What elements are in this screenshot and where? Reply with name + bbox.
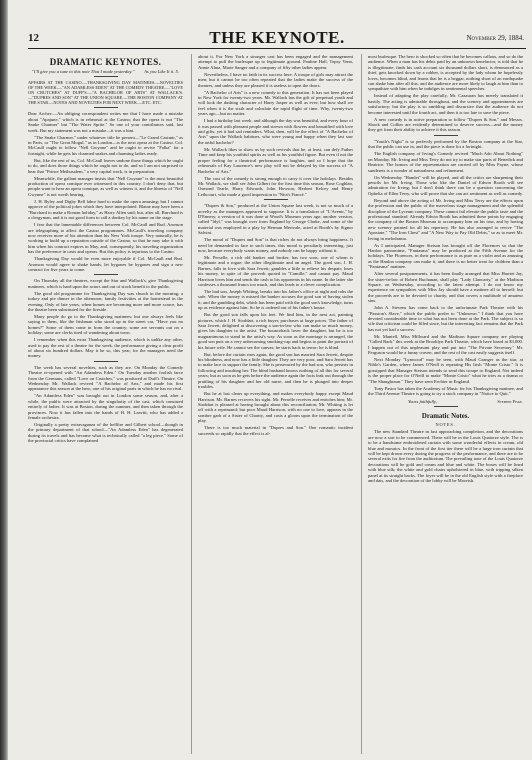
paragraph: I fear that the lamentable differences between Col. McCaull and Rud. Aronson are telegraphing to affect the Casino programmes. McCaull's traveling company now receives more of his attention than his New York troupe. Very naturally, he is working to build up a reputation outside of the Casino, so that he may take it with him when his contract expires in May, and, consequently, his traveling organization has the preference in casts and operas. But this policy is injurious to the Casino. xyxy=(28,222,183,255)
paragraph: As I anticipated, Manager Stetson has brought off the Florences so that the Hanlon pantomime, "Fantasma" may be produced at the Fifth Avenue for the holidays. The Florences, in their performance is as pure as a violet and as amusing as the Hanlon company can make it, and there is no better treat for children than a "Fantasma" matinee. xyxy=(368,242,523,270)
paragraph: "Dupres & Son," produced at the Union Square last week, is not so much of a novelty as the managers appeared to suppose. It is a translation of "L'Avenir," by D'Ennery, a version of it was done at Wood's Museum years ago; another version, called "Idyl," was brought over from England by George Clarke, and some of the material was employed in a play by Herman Merivale, acted at Booth's by Signor Salvini. xyxy=(198,203,353,236)
epigraph-quote: "I'll give you a tune to this note That I made yesterday." xyxy=(32,69,135,74)
column-rule xyxy=(191,54,192,754)
paragraph: The moral of "Dupres and Son" is that riches do not always bring happiness. It need be demanded in face to such times, this moral is peculiarly interesting, just now, because everybody wants money, and nobody can be happy without it. xyxy=(198,237,353,253)
article-epigraph xyxy=(32,69,179,74)
paragraph: The week has several novelties, such as they are. On Monday the Comedy Theatre re-opened with "An Adamless Eden." On Tuesday another foolish farce from the Germans, called "Love on Crutches," was produced at Duff's Theatre. On Wednesday Mr. Wallack revived "A Bachelor of Arts," and made his first appearance this season at the hero, one of his original parts in which he has no rival. xyxy=(28,364,183,392)
paragraph: "Youth's Night" is so perfectly performed by the Boston company at the Star, that the public can use in, and the piece is done for a fortnight. xyxy=(368,138,523,150)
page-header xyxy=(28,30,526,49)
letter-signoff xyxy=(368,399,523,404)
page-binding-edge xyxy=(0,0,8,760)
paragraph: Dear Archer:—An obliging correspondent writes me that I have made a mistake about "Apajune," which is in rehearsal at the Casino; that the opera is not "The Snake Charmer" but "The Water Sprite." So one of your contributors said, last week. But my statement was not a mistake—it was a hint. xyxy=(28,111,183,133)
paragraph: Next Monday "Lynwood" may be seen, with Maud Granger as the star, at Niblo's Garden, where James O'Neill is repeating His Irish "Monte Cristo." It is gossipped that Manager Stetson intends to send this troupe to England. Not indeed is the proper place for O'Neill to make "Monte Cristo" what he tries as a drama or "The Shaughraun." They have seen Fechter in England. xyxy=(368,357,523,384)
article-title: DRAMATIC KEYNOTES. xyxy=(49,57,162,67)
column-1 xyxy=(28,54,183,754)
paragraph: "The Snake Charmer," under whatever title be present—"Le Grand Casimir," as in Paris, or "The Great Mogul," as in London—is the next opera at the Casino. Col. McCaull ought to follow "Nell Gwynne" and be ought to revive "Falka" for a fortnight, while he gets his charmed snakes and charming ladies ready. xyxy=(28,134,183,156)
column-rule xyxy=(361,54,362,754)
paragraph: The good old programme for Thanksgiving Day was church in the morning; a turkey and pie dinner in the afternoon; family festivities at the homestead in the evening. Only of late years, when homes are becoming more and more scarce, has the theatre been substituted for the fireside. xyxy=(28,290,183,312)
closing: Yours faithfully, xyxy=(408,398,437,404)
divider xyxy=(264,199,288,200)
paragraph: Mr. Wallack likes to show us by such revivals that he, at least, can defy Father Time and keep his youthful spirits as well as his youthful figure. But even if not the proper feeling for a theatrical performance is laughter, and so I hope that the rehearsals of Kay Laurence's new play will not be delayed by the success of "A Bachelor of Arts." xyxy=(198,146,353,174)
divider xyxy=(94,76,118,77)
divider xyxy=(94,361,118,362)
article-summary: AFFAIRS AT THE CASINO.—THANKSGIVING DAY MATINEES.—NOVELTIES OF THE WEEK.—"AN ADAMLESS EDEN" AT THE COMEDY THEATRE.—"LOVE ON CRUTCHES" AT DUFF'S.—"A BACHELOR OF ARTS" AT WALLACK'S.—"DUPRES AND SON" AT THE UNION SQUARE.—THE BOSTON COMPANY AT THE STAR.—NOTES AND NOVELTIES FOR NEXT WEEK.—ETC. ETC. xyxy=(28,80,183,106)
paragraph: I remember when this extra Thanksgiving audience, which is unlike any other, used to pay the rest of a theatre for the week, the performance giving a clear profit of about six hundred dollars. May it be so, this year, for the managers need the money. xyxy=(28,337,183,359)
paragraph: There is too much material in "Dupres and Son." One romantic incident succeeds so rapidly that the effect is al- xyxy=(198,425,353,436)
paragraph: But, before the curtain rises again, the good son has married Sara Jewett, despite his blindness, and now has a little daughter. They are very poor, and Sara Jewett has to make lace to support the family. She is persecuted by the bad son, who persists in following and insulting her. The blind husband knows nothing of all this for several years; but as soon as he gets before the audience again the facts leak out through the prattling of his daughter and her old nurse, and then he is plunged into deeper troubles. xyxy=(198,351,353,390)
page-number: 12 xyxy=(28,32,39,44)
divider xyxy=(94,274,118,275)
paragraph: After several postponements, it has been finally arranged that Miss Harriet Jay, the sister-in-law of Robert Buchanan, shall play "Lady Clancarty," at the Madison Square, on Wednesday, according to the latest attempt. I do not know my experience on sympathies with Miss Jay should have a matinee all to herself; but the proceeds are to be devoted to charity, and that covers a multitude of amateur sins. xyxy=(368,271,523,304)
column-2 xyxy=(198,54,353,754)
paragraph: Tony Pastor has taken the Academy of Music for his Thanksgiving matinee, and the Third Avenue Theatre is going to try a stock company in "Notice to Quit." xyxy=(368,385,523,397)
paragraph: Nevertheless, I have no faith in its success here. A troupe of girls may attract the men; but it cannot be too often repeated that the ladies make the success of the theatres, and unless they are pleased it is useless to open the doors. xyxy=(198,71,353,88)
paragraph: about it. For New York a stronger cast has been engaged and the management attempt to pull the burlesque up to legitimate ground. Pauline Hall, Topsy Venn, Annie Alma, Marie Sanger and a company of fifty other ladies appear. xyxy=(198,54,353,70)
masthead: THE KEYNOTE. xyxy=(209,28,345,47)
paragraph: The English company of Irving's Comedy revived "Much Ado About Nothing" on Monday, Mr. Irving and Miss Terry do not try to make star parts of Benedick and Beatrice. The honors of the representation are carried off by Miss Payne, whose sunderets is a wonder of naturalness and refinement. xyxy=(368,151,523,173)
paragraph: But, like the rest of us, Col. McCaull leaves undone those things which he ought to do, and does those things which he ought not to do, and so I am not surprised to hear that "Prince Methusalem," a very capital work, is in preparation. xyxy=(28,157,183,174)
paragraph: John A. Stevens has come back to the unfortunate Park Theatre with his "Passion's Slave," which the public prefer to "Unknown." I think that you have devoted considerable time to what has not been done at the Park. The subject is so vile that criticism could be filled since, but the interesting fact remains that the Park has not yet had a success. xyxy=(368,305,523,332)
paragraph: The new Standard Theatre in fast approaching completion, and the decorations are now a sort to be commenced. These will be in the Louis Quatorze style. The is to be a handsome embroidered curtain with some wonderful effects in cream, old blue and mosaics. In the front of the first tier there will be a large iron curtain that will be kept drawn every during the progress of the performance, and there are to be several exits for fire from the auditorium. The prevailing tone of the Louis Quatorze decorations will be gold and cream and blue and white. The boxes will be lined with blue silk; the white and gold chairs upholstered in blue, with tripping silken panel at its straight backs. The foyer will be in the old English style with a fireplace and dais, and the decoration of the lobby will be Moorish. xyxy=(368,429,523,483)
paragraph: A new comedy is in active preparation to follow "Dupres & Son," and Messrs. Shook and Collier are evidently determined to deserve success—and the money they get from their ability to achieve it this season. xyxy=(368,116,523,133)
section-title: Dramatic Notes. xyxy=(421,412,470,420)
paragraph: On Wednesday "Hamlet" will be played, and all the critics are sharpening their pencils for Mr. Irving. Those who like the Daniel of Edwin Booth will see admiration for Irving, but I don't think there can be a question concerning the Ophelia of Ellen Terry, who will prove that she can act sentiment as well as comedy. xyxy=(368,174,523,196)
divider xyxy=(94,107,118,108)
paragraph: Thanksgiving Day would be even more enjoyable if Col. McCaull and Rud. Aronson would agree to shake hands, let bygones be bygones and sign a new contract for five years to come. xyxy=(28,256,183,272)
paragraph: I had a birthday last week, and although the day was beautiful, and every hour of it was passed with pleasant people and strewn with flowers and beautified with love and gifts; yet it had sad reminders. What, then, will be the effect of "A Bachelor of Arts" upon the Wallack habitues, who were young and happy when they last saw the artful bachelor? xyxy=(198,118,353,145)
paragraph: J. H. Ryley and Digby Bell labor hard to make the opera amusing; but I cannot approve of the political jokes which they have interpolated. Blaine may have been a "Burchard to make a Roman holiday," as Harry Allen said; but, after all, Burchard is a clergyman, and it is not good form to call a donkey by his name on the stage. xyxy=(28,198,183,221)
paragraph: "An Adamless Eden" was brought out in London some season, and, after a while, the public were attracted by the singularity of the cast, which consisted entirely of ladies. It was at Boston, during the summer, and then taken through the provinces. Now it has fallen into the hands of H. H. Leavitt, who has added a female orchestra. xyxy=(28,393,183,421)
issue-date: November 29, 1884. xyxy=(466,34,524,42)
paragraph: "A Bachelor of Arts" is a new comedy to this generation. It has not been played in New York for twenty-two years. Mr. Wallack has the gift of perpetual youth and will look the dashing character of Harry Jasper as well as ever; but how shall we feel when it is the sixth and calculate the rapid flight of time. Why, twenty-two years ago—but no matter. xyxy=(198,89,353,117)
section-label: NOTES. xyxy=(435,421,456,427)
paragraph: Originally a pretty extravaganza of the hellfire and Gilbert school—though in the primary department of that school—"An Adamless Eden" has degenerated during its travels and has become what is technically called "a leg piece." Some of the provincial critics have complained xyxy=(28,422,183,444)
divider xyxy=(434,406,458,407)
paragraph: The cast of the comedy is strong enough to carry it over the holidays. Besides Mr. Wallack, we shall see John Gilbert for the first time this season, Rose Coghlan, Osmond Tearle, Harry Edwards, John Howson, Herbert Kelcey and Henry Lethcourt, who made a good impression in "Nita's Fiancé." xyxy=(198,175,353,197)
paragraph: Mr. Perselle, a rich old banker and broker, has two sons, one of whom is legitimate and a rogue; the other illegitimate and an angel. The good son, J. H. Barnes, falls in love with Sara Jewett; gambles a little to relieve his despair; loses his money, in spite of the proverb quoted in "Camille," and cannot pay. Maud Harrison loves him and sends the cash to his opponents in his name. In the latter she confesses a thousand francs too much, and this leads to a clever complication. xyxy=(198,254,353,287)
paragraph: The bad son, Joseph Whiting, breaks into his father's office at night and robs the safe. When the money is missed the banker accuses the good son of having stolen it; and the gambling debt, which has been paid with the good son's knowledge, turns up as evidence against him. So he is ordered out of his father's house. xyxy=(198,289,353,311)
paragraph: Beyond and above the acting of Mr. Irving and Miss Terry are the effects upon the profession and the public of the marvelous stage management and the splendid discipline of the Lyceum company. These cannot fail elevate the public taste and the professional standard. Already Edwin Booth has admitted these points by engaging the company of the Boston Museum to accompany him on his tour, and by having new scenery painted for all his repertory. He has also arranged to revive "The Apostate," "The Iron Chest" and "A New Way to Pay Old Debts," so as to meet Mr. Irving in melodrama. xyxy=(368,197,523,241)
paragraph: On Thursday all the theatres, except the Star and Wallack's, give Thanksgiving matinees, which is hard upon the actors and out of stock benefit to the public. xyxy=(28,278,183,289)
paragraph: But he at last clears up everything, and makes everybody happy except Maud Harrison. Mr. Barnes recovers his sight. Mr. Perselle receives and enriches him; Mr. Stoddart is pleased at having brought about this reconciliation; Mr. Whiting is let off with a reprimand; but poor Maud Harrison, with no one to love, appears in the sombre garb of a Sister of Charity, and casts a gloom upon the termination of the play. xyxy=(198,391,353,424)
paragraph: Mr. Mantell, Miss Millward and the Madison Square company are playing "Called Back" this week at the Brooklyn Park Theatre, which have heard at $3,000. I happen out of this unpleasant play and put into "The Private Secretary." Mr. Ferguson would be a funny craven, and the rest of the cast easily suggests itself. xyxy=(368,333,523,356)
paragraph: But the good son falls upon his feet. We find him, in the next act, painting pictures, which J. H. Stoddart, a rich buyer, purchases at large prices. The father of Sara Jewett, delighted at discovering a son-in-law who can make so much money, gives his daughter to the artist. The bounceback lover the daughter, but he is too magnanimous to stand in the artist's way. As soon as the marriage is arranged, the good son puts on a very unbecoming smoking-cap and begins to paint the portrait of his future wife. He cannot see the canvas; he starts back in terror; he is blind. xyxy=(198,312,353,350)
signature: Stephen Fiske. xyxy=(497,398,523,404)
paragraph: most burlesque. The hero is shocked so often that he becomes callous, and so do the audience. When a man has his debts paid by an unknown benefactor, is told that he is illegitimate, finds his cash account six thousand dollars short, is denounced as a thief, gets knocked down by a robber, is accepted by the lady whom he hopelessly loves, becomes blind, and learns that he is a beggar, nothing short of an earthquake can shake him after all this, and the audience are more likely to laugh at him than to sympathize with him when he indulges in sentimental speeches. xyxy=(368,54,523,92)
divider xyxy=(434,135,458,136)
paragraph: Meanwhile, the gallant manager insists that "Nell Gwynne" is the most beautiful production of opera comique ever witnessed in this country. I don't deny that, but people want to hear an opera comique, as well as witness it, and the libretto of "Nell Gwynne" is not worth hearing. xyxy=(28,175,183,197)
paragraph: Many people do go to the Thanksgiving matinees; but one always feels like saying to them, like the Irishman who stood up in the street car, "Have you no homes?" Some of them come in from the country; some are servants out on a holiday; some are clerks tired of wandering about town. xyxy=(28,313,183,336)
epigraph-source: As you Like It ii. 5. xyxy=(144,69,179,74)
column-3 xyxy=(368,54,523,754)
paragraph: Instead of adapting the play carefully, Mr. Cazauran has merely translated it hastily. The acting is admirable throughout, and the scenery and appointments are satisfactory; but the play is so rambling and discursive that the audience do not become interested until the fourth act, and then it is too late to save the piece. xyxy=(368,93,523,115)
signoff-line xyxy=(368,399,523,404)
